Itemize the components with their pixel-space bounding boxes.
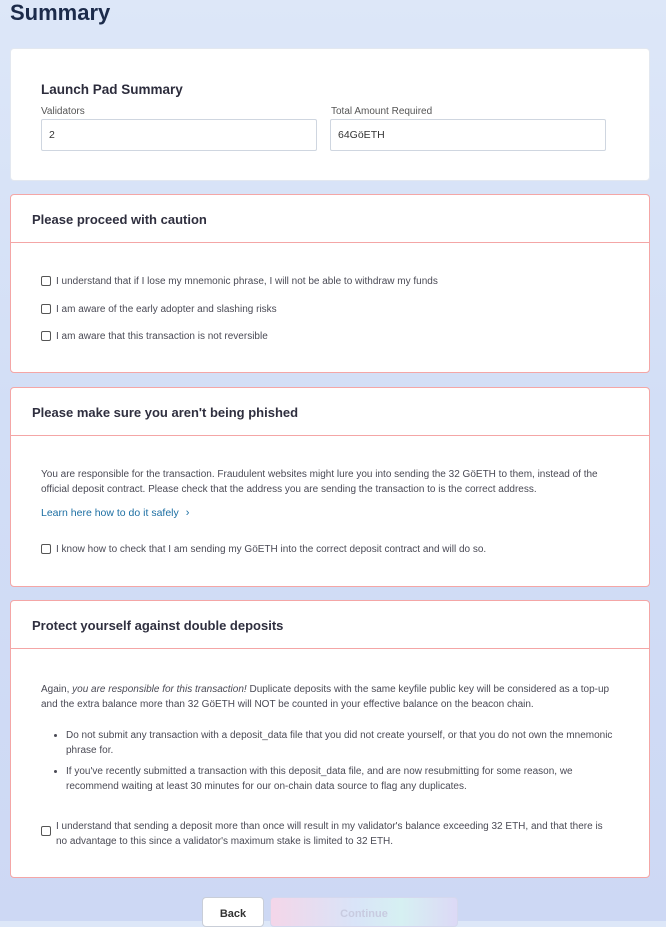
continue-button[interactable]: Continue	[270, 897, 458, 927]
chevron-right-icon: ›	[185, 507, 190, 519]
phishing-heading: Please make sure you aren't being phished	[11, 388, 649, 436]
checkbox-label: I know how to check that I am sending my GöETH into the correct deposit contract and will do so.	[56, 544, 487, 555]
checkbox[interactable]	[41, 304, 51, 314]
checkbox-label: I understand that if I lose my mnemonic phrase, I will not be able to withdraw my funds	[56, 276, 438, 287]
checkbox[interactable]	[41, 826, 51, 836]
list-item: • Do not submit any transaction with a deposit_data file that you did not create yourself, or that you do not own the mnemonic phrase for.	[66, 728, 616, 758]
checkbox-label: I am aware that this transaction is not reversible	[56, 331, 268, 342]
intro-prefix: Again,	[41, 684, 73, 695]
phishing-paragraph: You are responsible for the transaction. Fraudulent websites might lure you into sending the 32 GöETH to them, instead of the official deposit contract. Please check that the address you are sending the transaction to is the correct address.	[41, 469, 598, 495]
checkbox[interactable]	[41, 544, 51, 554]
intro-rest: Duplicate deposits with the same keyfile public key will be considered as a top-up and the extra balance more than 32 GöETH will NOT be counted in your effective balance on the beacon chain.	[41, 684, 610, 710]
caution-card	[10, 194, 650, 373]
double-deposit-heading: Protect yourself against double deposits	[11, 601, 649, 649]
caution-check-slashing[interactable]	[41, 302, 277, 317]
total-amount-label: Total Amount Required	[331, 106, 433, 117]
checkbox-label: I understand that sending a deposit more than once will result in my validator's balance exceeding 32 ETH, and that there is no advantage to this since a validator's maximum stake is limited to 32 ETH.	[56, 821, 603, 847]
back-button[interactable]: Back	[202, 897, 264, 927]
learn-safely-link-label[interactable]: Learn here how to do it safely	[41, 507, 179, 519]
validators-field: 2	[41, 119, 317, 151]
page-title: Summary	[10, 0, 111, 25]
validators-label: Validators	[41, 106, 85, 117]
summary-card	[10, 48, 650, 181]
caution-check-mnemonic[interactable]	[41, 274, 438, 289]
checkbox-label: I am aware of the early adopter and slashing risks	[56, 304, 277, 315]
double-deposit-bullets	[41, 728, 616, 800]
learn-safely-link[interactable]	[41, 507, 189, 519]
caution-heading: Please proceed with caution	[11, 195, 649, 243]
double-deposit-card	[10, 600, 650, 878]
phishing-check[interactable]	[41, 542, 486, 557]
total-amount-field: 64GöETH	[330, 119, 606, 151]
caution-check-irreversible[interactable]	[41, 329, 268, 344]
summary-heading: Launch Pad Summary	[41, 82, 183, 97]
phishing-card	[10, 387, 650, 587]
list-item: • If you've recently submitted a transaction with this deposit_data file, and are now resubmitting for some reason, we recommend waiting at least 30 minutes for our on-chain data source to flag any duplicates.	[66, 764, 616, 794]
intro-emphasis: you are responsible for this transaction!	[72, 684, 247, 695]
double-deposit-intro	[41, 682, 621, 712]
double-deposit-check[interactable]	[41, 819, 616, 849]
checkbox[interactable]	[41, 331, 51, 341]
checkbox[interactable]	[41, 276, 51, 286]
